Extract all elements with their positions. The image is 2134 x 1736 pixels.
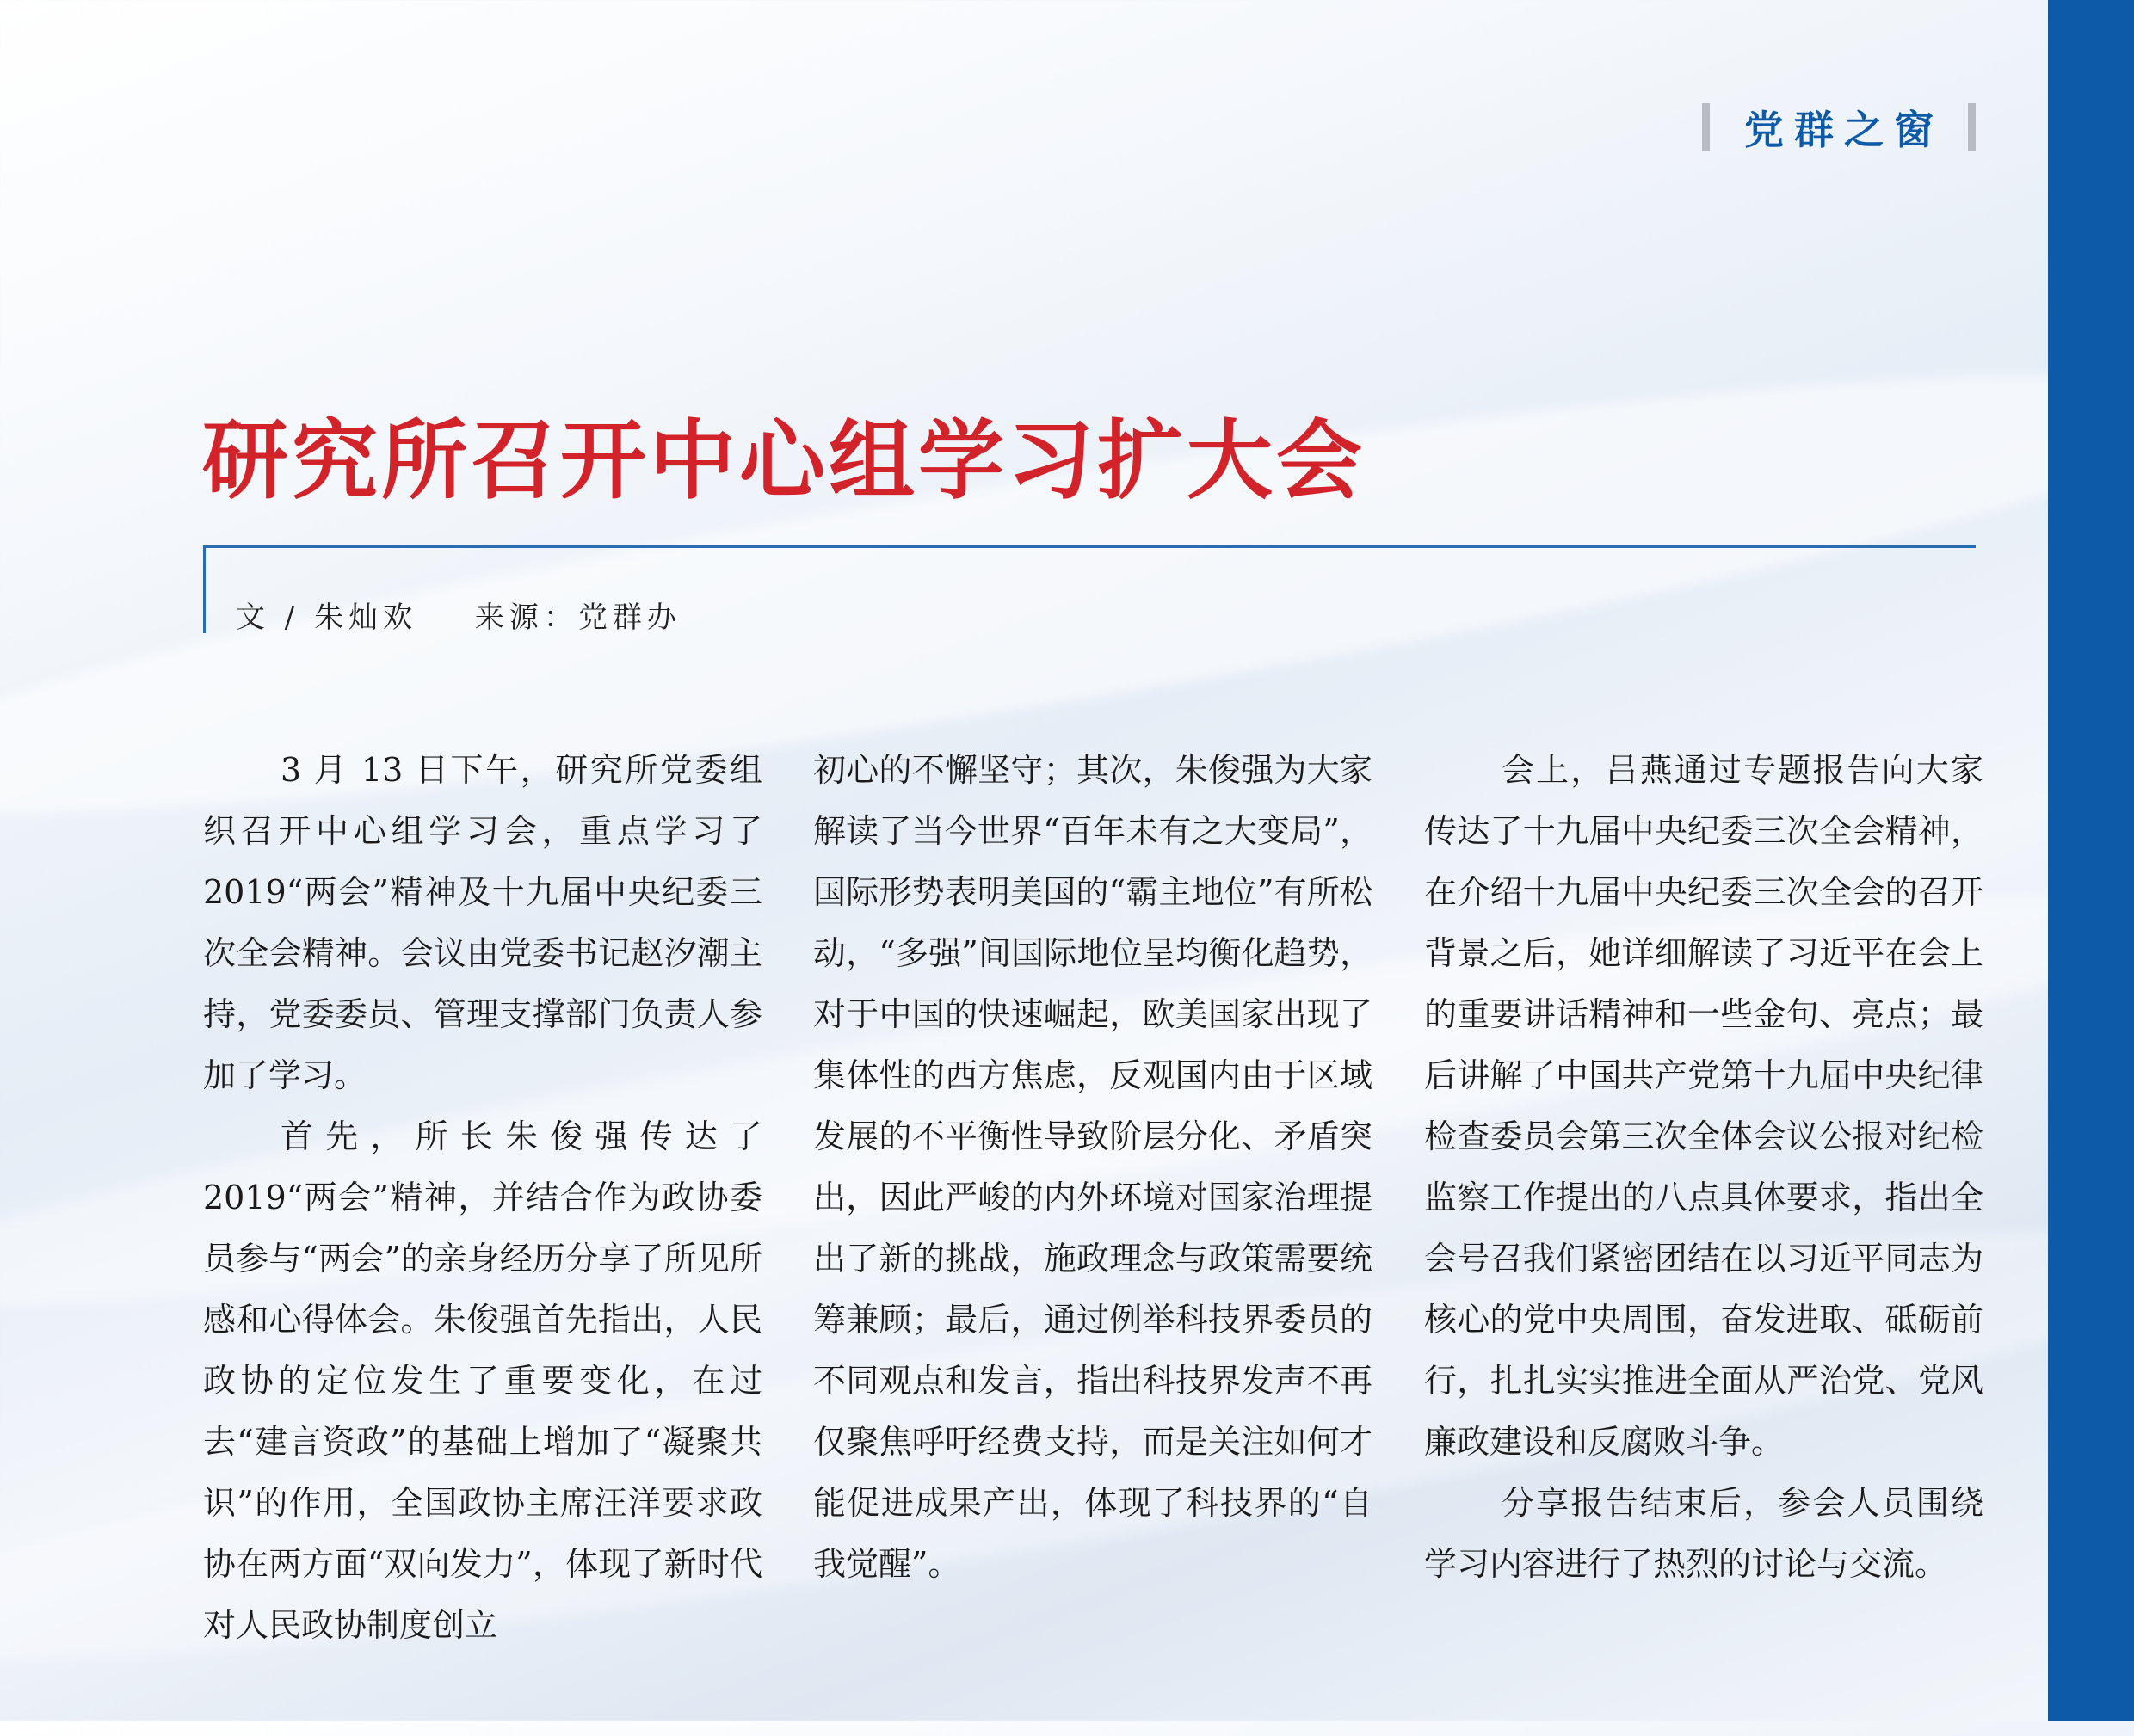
- paragraph: 首先，所长朱俊强传达了 2019“两会”精神，并结合作为政协委员参与“两会”的亲身经历分享了所见所感和心得体会。朱俊强首先指出，人民政协的定位发生了重要变化，在过去“建言资政”的基础上增加了“凝聚共识”的作用，全国政协主席汪洋要求政协在两方面“双向发力”，体现了新时代对人民政协制度创立: [203, 1117, 762, 1644]
- text-column-1: [203, 740, 762, 1656]
- byline-author: 文 / 朱灿欢: [236, 600, 418, 635]
- byline: [236, 594, 682, 636]
- section-tag-text: 党群之窗: [1744, 107, 1944, 153]
- byline-rule: [203, 545, 206, 633]
- section-tag: [1702, 102, 1976, 153]
- section-tag-bar-left: [1702, 103, 1710, 151]
- title-rule: [203, 545, 1976, 548]
- article-title: 研究所召开中心组学习扩大会: [202, 409, 1366, 511]
- section-tag-bar-right: [1968, 103, 1976, 151]
- text-column-3: [1424, 740, 1983, 1595]
- paragraph: 会上，吕燕通过专题报告向大家传达了十九届中央纪委三次全会精神，在介绍十九届中央纪委三次全会的召开背景之后，她详细解读了习近平在会上的重要讲话精神和一些金句、亮点；最后讲解了中国共产党第十九届中央纪律检查委员会第三次全体会议公报对纪检监察工作提出的八点具体要求，指出全会号召我们紧密团结在以习近平同志为核心的党中央周围，奋发进取、砥砺前行，扎扎实实推进全面从严治党、党风廉政建设和反腐败斗争。: [1424, 751, 1983, 1461]
- paragraph: 3 月 13 日下午，研究所党委组织召开中心组学习会，重点学习了 2019“两会”精神及十九届中央纪委三次全会精神。会议由党委书记赵汐潮主持，党委委员、管理支撑部门负责人参加了学习。: [203, 751, 762, 1094]
- byline-source: 来源：党群办: [474, 600, 682, 635]
- paragraph-continued: 初心的不懈坚守；其次，朱俊强为大家解读了当今世界“百年未有之大变局”，国际形势表明美国的“霸主地位”有所松动，“多强”间国际地位呈均衡化趋势，对于中国的快速崛起，欧美国家出现了集体性的西方焦虑，反观国内由于区域发展的不平衡性导致阶层分化、矛盾突出，因此严峻的内外环境对国家治理提出了新的挑战，施政理念与政策需要统筹兼顾；最后，通过例举科技界委员的不同观点和发言，指出科技界发声不再仅聚焦呼吁经费支持，而是关注如何才能促进成果产出，体现了科技界的“自我觉醒”。: [813, 751, 1372, 1583]
- side-color-bar: [2048, 0, 2134, 1721]
- text-column-2: [813, 740, 1372, 1595]
- paragraph: 分享报告结束后，参会人员围绕学习内容进行了热烈的讨论与交流。: [1424, 1484, 1983, 1583]
